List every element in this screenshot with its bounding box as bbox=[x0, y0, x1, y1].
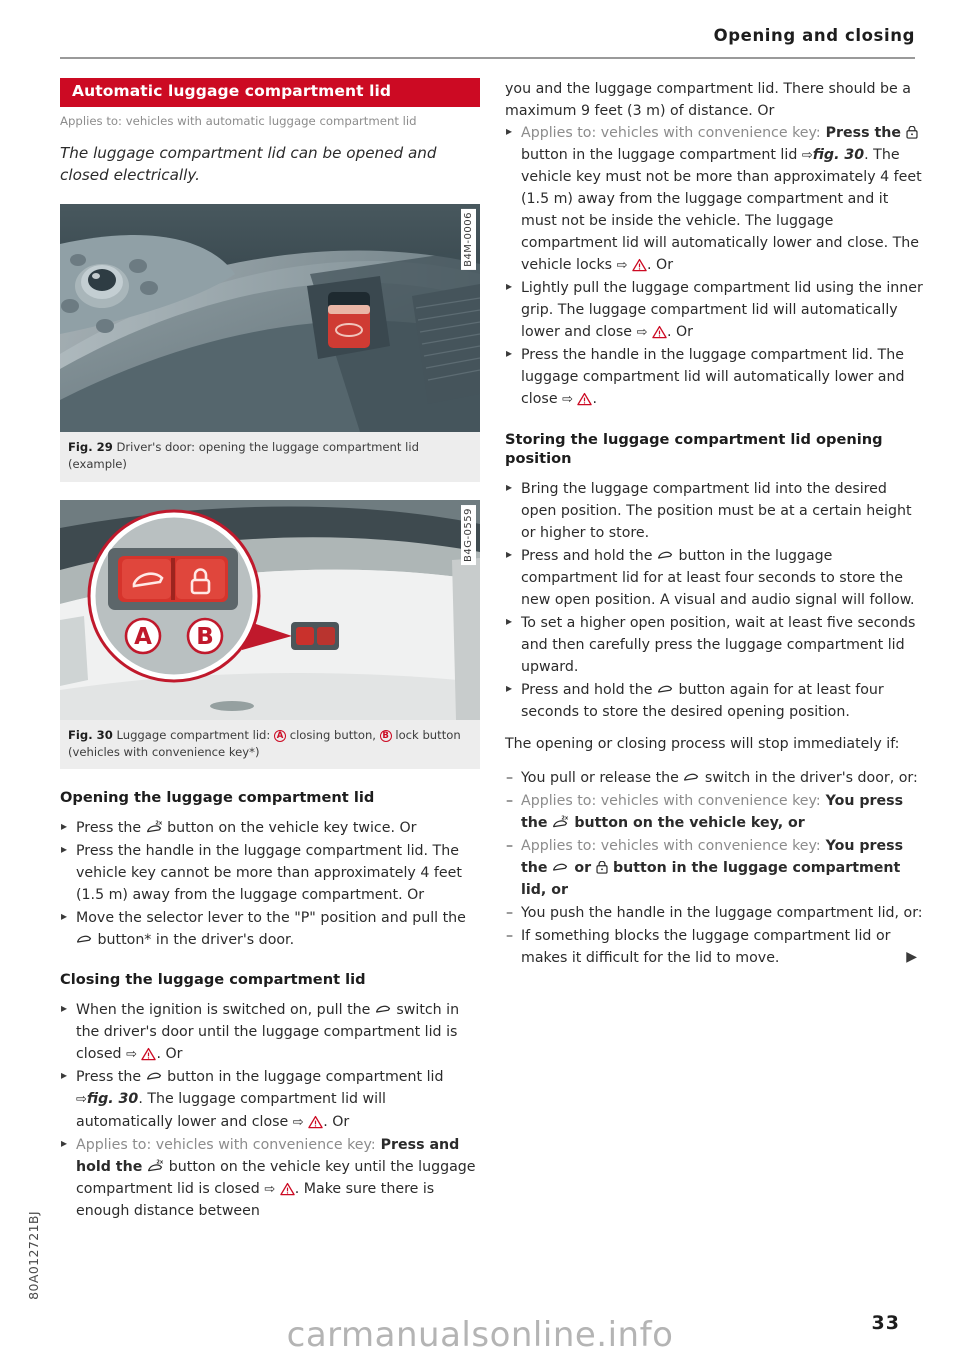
list-item bbox=[505, 122, 925, 276]
list-item bbox=[60, 999, 480, 1065]
warning-triangle-icon bbox=[632, 258, 647, 272]
cross-reference-arrow: ⇨ bbox=[126, 1047, 137, 1063]
cross-reference-arrow: ⇨ bbox=[264, 1181, 276, 1197]
trunk-icon bbox=[146, 1070, 163, 1082]
page-header bbox=[60, 26, 915, 45]
svg-text:2x: 2x bbox=[155, 820, 162, 827]
step-text: switch in the driver's door, or: bbox=[700, 769, 918, 786]
step-text: . Make sure there is enough distance between bbox=[76, 1180, 435, 1219]
figure-30-caption-part-3: lock button (vehicles with convenience key*) bbox=[68, 727, 461, 759]
figure-30-caption bbox=[60, 720, 480, 770]
step-text: Press and hold the bbox=[76, 1136, 460, 1175]
right-steps-list bbox=[505, 122, 925, 411]
closing-steps-list bbox=[60, 999, 480, 1222]
section-lead-paragraph: The luggage compartment lid can be opened and closed electrically. bbox=[60, 144, 437, 184]
page-title: Opening and closing bbox=[713, 26, 915, 45]
opening-steps-list bbox=[60, 817, 480, 951]
figure-29-image bbox=[60, 204, 480, 432]
list-item bbox=[505, 925, 925, 969]
step-text: button in the luggage compartment lid bbox=[162, 1069, 444, 1086]
list-item bbox=[60, 1066, 480, 1132]
list-item bbox=[505, 767, 925, 789]
step-text: button in the luggage compartment lid bbox=[521, 147, 802, 163]
applies-to-note: Applies to: vehicles with convenience key: bbox=[76, 1136, 376, 1153]
warning-triangle-icon bbox=[308, 1115, 323, 1129]
figure-30-caption-part-1: Luggage compartment lid: bbox=[116, 727, 271, 742]
figure-30-image bbox=[60, 500, 480, 720]
storing-heading: Storing the luggage compartment lid opening position bbox=[505, 430, 883, 467]
step-text: button in the luggage compartment lid, or bbox=[521, 859, 901, 898]
svg-text:2x: 2x bbox=[561, 814, 569, 821]
list-item bbox=[60, 840, 480, 906]
step-text: . Or bbox=[666, 324, 694, 341]
step-text: Press and hold the bbox=[521, 681, 657, 698]
step-text: You pull or release the bbox=[521, 769, 684, 786]
svg-text:B: B bbox=[196, 623, 214, 650]
list-item bbox=[505, 478, 925, 544]
cross-reference-arrow: ⇨ bbox=[616, 258, 628, 274]
step-text: Lightly pull the luggage compartment lid using the inner grip. The luggage compartment lid will automatically lower and close bbox=[521, 280, 923, 341]
list-item bbox=[505, 344, 925, 410]
step-text: To set a higher open position, wait at least five seconds and then carefully press the luggage compartment lid upward. bbox=[521, 614, 916, 675]
step-text: . bbox=[592, 391, 597, 408]
applies-to-note: Applies to: vehicles with convenience key: bbox=[521, 125, 821, 141]
spine-document-code: 80A012721BJ bbox=[26, 1211, 41, 1300]
figure-29-label: Fig. 29 bbox=[68, 440, 113, 455]
step-text: You press the bbox=[521, 792, 904, 831]
cross-reference-arrow: ⇨ bbox=[76, 1092, 87, 1108]
figure-30-caption-part-2: closing button, bbox=[289, 727, 376, 742]
list-item bbox=[60, 817, 480, 839]
list-item bbox=[505, 679, 925, 723]
step-text: button in the luggage compartment lid for at least four seconds to store the new open position. A visual and audio signal will follow. bbox=[521, 547, 915, 608]
stop-intro-paragraph: The opening or closing process will stop immediately if: bbox=[505, 735, 900, 752]
continuation-arrow-icon: ▶ bbox=[906, 948, 917, 965]
lock-icon bbox=[596, 861, 608, 874]
step-text: Press the handle in the luggage compartment lid. The luggage compartment lid will automatically lower and close bbox=[521, 347, 905, 408]
step-text: . The vehicle key must not be more than approximately 4 feet (1.5 m) away from the luggage compartment and it must not be inside the vehicle. The luggage compartment lid will automatically lower and close. The vehicle locks bbox=[521, 147, 922, 274]
storing-steps-list bbox=[505, 478, 925, 723]
step-text: . Or bbox=[647, 257, 674, 274]
step-text: . Or bbox=[156, 1046, 183, 1063]
step-text: . The luggage compartment lid will automatically lower and close bbox=[76, 1091, 386, 1130]
step-text: button again for at least four seconds to store the desired opening position. bbox=[521, 681, 884, 720]
step-text: Move the selector lever to the "P" position and pull the bbox=[76, 910, 466, 927]
list-item bbox=[60, 907, 480, 951]
section-heading: Automatic luggage compartment lid bbox=[60, 78, 480, 107]
list-item bbox=[505, 790, 925, 834]
watermark: carmanualsonline.info bbox=[286, 1315, 674, 1355]
step-text: Press and hold the bbox=[521, 547, 657, 564]
step-text: Press the handle in the luggage compartment lid. The vehicle key cannot be more than approximately 4 feet (1.5 m) away from the luggage compartment. Or bbox=[76, 843, 462, 904]
step-text: or bbox=[569, 859, 597, 876]
trunk-icon bbox=[683, 771, 700, 783]
section-applies-to: Applies to: vehicles with automatic luggage compartment lid bbox=[60, 113, 417, 128]
cross-reference-arrow: ⇨ bbox=[292, 1114, 304, 1130]
trunk-icon bbox=[375, 1003, 392, 1015]
applies-to-note: Applies to: vehicles with convenience key: bbox=[521, 837, 821, 854]
lock-icon bbox=[906, 126, 918, 139]
trunk-2x-icon bbox=[146, 819, 163, 834]
list-item bbox=[60, 1134, 480, 1222]
page-number: 33 bbox=[871, 1312, 900, 1334]
trunk-icon bbox=[657, 549, 674, 561]
closing-heading: Closing the luggage compartment lid bbox=[60, 971, 366, 989]
header-divider bbox=[60, 57, 915, 59]
step-text: If something blocks the luggage compartment lid or makes it difficult for the lid to move. bbox=[521, 927, 891, 966]
step-text: Press the bbox=[76, 820, 146, 837]
figure-29-code: B4M-0006 bbox=[461, 209, 476, 270]
trunk-icon bbox=[76, 933, 93, 945]
cross-reference-arrow: ⇨ bbox=[562, 392, 573, 408]
figure-cross-reference[interactable]: fig. 30 bbox=[86, 1091, 139, 1108]
cross-reference-arrow: ⇨ bbox=[801, 148, 813, 163]
luggage-lid-buttons-illustration bbox=[60, 500, 480, 720]
list-item bbox=[505, 277, 925, 343]
list-item bbox=[505, 835, 925, 901]
step-text: switch in the driver's door until the luggage compartment lid is closed bbox=[76, 1002, 460, 1063]
step-text: button on the vehicle key, or bbox=[569, 814, 805, 831]
figure-30 bbox=[60, 500, 480, 770]
opening-heading: Opening the luggage compartment lid bbox=[60, 789, 375, 807]
figure-30-marker-a: A bbox=[274, 730, 286, 742]
svg-text:A: A bbox=[134, 623, 152, 650]
warning-triangle-icon bbox=[652, 325, 667, 339]
list-item bbox=[505, 902, 925, 924]
figure-29-caption-text: Driver's door: opening the luggage compartment lid (example) bbox=[68, 440, 419, 471]
step-text: Press the bbox=[76, 1069, 146, 1086]
trunk-icon bbox=[657, 683, 674, 695]
list-item bbox=[505, 545, 925, 611]
step-text: When the ignition is switched on, pull the bbox=[76, 1002, 375, 1019]
trunk-icon bbox=[552, 861, 569, 873]
step-text: Press the bbox=[820, 125, 906, 141]
left-column bbox=[60, 78, 480, 1223]
stop-conditions-list bbox=[505, 767, 925, 969]
drivers-door-illustration bbox=[60, 204, 480, 432]
warning-triangle-icon bbox=[141, 1047, 156, 1061]
cross-reference-arrow: ⇨ bbox=[636, 325, 648, 341]
figure-29-caption bbox=[60, 432, 480, 482]
figure-30-label: Fig. 30 bbox=[68, 727, 113, 742]
step-text: You push the handle in the luggage compartment lid, or: bbox=[521, 904, 923, 921]
figure-29 bbox=[60, 204, 480, 482]
warning-triangle-icon bbox=[280, 1182, 295, 1196]
continued-paragraph: you and the luggage compartment lid. There should be a maximum 9 feet (3 m) of distance. Or bbox=[505, 81, 911, 119]
list-item bbox=[505, 612, 925, 678]
right-column bbox=[505, 78, 925, 970]
step-text: . Or bbox=[323, 1113, 350, 1130]
step-text: button* in the driver's door. bbox=[93, 932, 295, 949]
svg-text:2x: 2x bbox=[156, 1159, 164, 1166]
step-text: button on the vehicle key twice. Or bbox=[162, 820, 417, 837]
trunk-2x-icon bbox=[552, 814, 569, 829]
figure-30-code: B4G-0559 bbox=[461, 505, 476, 565]
step-text: button on the vehicle key until the luggage compartment lid is closed bbox=[76, 1158, 476, 1197]
figure-cross-reference[interactable]: fig. 30 bbox=[812, 147, 865, 163]
applies-to-note: Applies to: vehicles with convenience key: bbox=[521, 792, 821, 809]
step-text: You press the bbox=[521, 837, 904, 876]
warning-triangle-icon bbox=[577, 392, 592, 406]
step-text: Bring the luggage compartment lid into the desired open position. The position must be at a certain height or higher to store. bbox=[521, 480, 912, 541]
figure-30-marker-b: B bbox=[380, 730, 392, 742]
trunk-2x-icon bbox=[147, 1158, 164, 1173]
